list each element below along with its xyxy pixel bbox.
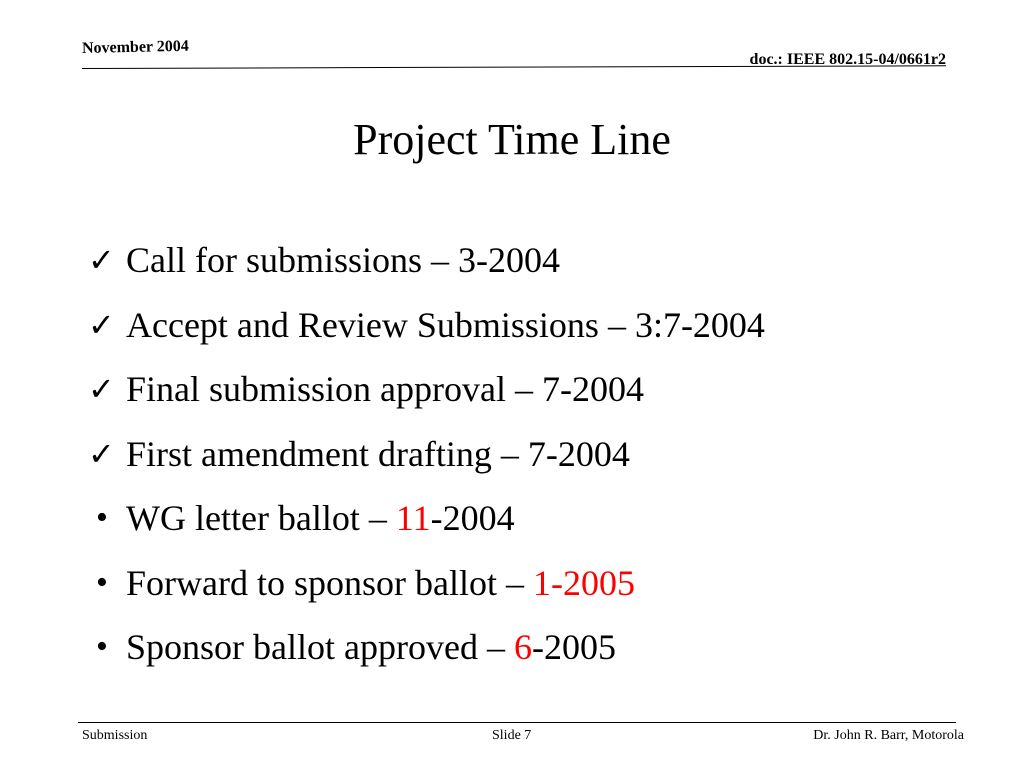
item-text: First amendment drafting – 7-2004 — [126, 433, 630, 474]
item-text-prefix: Sponsor ballot approved – — [126, 627, 514, 667]
item-date-highlight: 6 — [513, 627, 532, 667]
timeline-list — [88, 228, 765, 680]
item-text: Final submission approval – 7-2004 — [126, 369, 644, 409]
item-text-suffix: -2005 — [531, 627, 616, 667]
list-item — [88, 357, 765, 422]
item-text: Call for submissions – 3-2004 — [126, 240, 561, 280]
list-item — [88, 228, 765, 293]
checkmark-icon: ✓ — [88, 371, 115, 407]
checkmark-icon: ✓ — [88, 306, 115, 343]
footer-label: Submission — [82, 728, 148, 743]
header-date: November 2004 — [81, 37, 189, 57]
list-item — [88, 615, 765, 680]
item-text-prefix: WG letter ballot – — [126, 498, 396, 538]
item-date-highlight: 11 — [395, 498, 431, 538]
bullet-icon: • — [96, 499, 108, 536]
footer-divider — [78, 722, 956, 723]
item-date-highlight: 1-2005 — [532, 562, 635, 603]
footer-author: Dr. John R. Barr, Motorola — [813, 728, 964, 743]
bullet-icon: • — [96, 563, 108, 601]
list-item — [88, 293, 765, 358]
list-item — [88, 486, 765, 551]
item-text-suffix: -2004 — [430, 498, 515, 538]
checkmark-icon: ✓ — [88, 435, 115, 472]
slide-title: Project Time Line — [353, 115, 671, 164]
header-doc-id: doc.: IEEE 802.15-04/0661r2 — [749, 51, 946, 68]
bullet-icon: • — [96, 628, 108, 665]
item-text: Accept and Review Submissions – 3:7-2004 — [126, 304, 765, 345]
item-text-prefix: Forward to sponsor ballot – — [126, 562, 533, 603]
list-item — [88, 422, 765, 487]
checkmark-icon: ✓ — [88, 242, 115, 278]
slide-number: Slide 7 — [492, 728, 532, 743]
list-item — [88, 551, 765, 616]
